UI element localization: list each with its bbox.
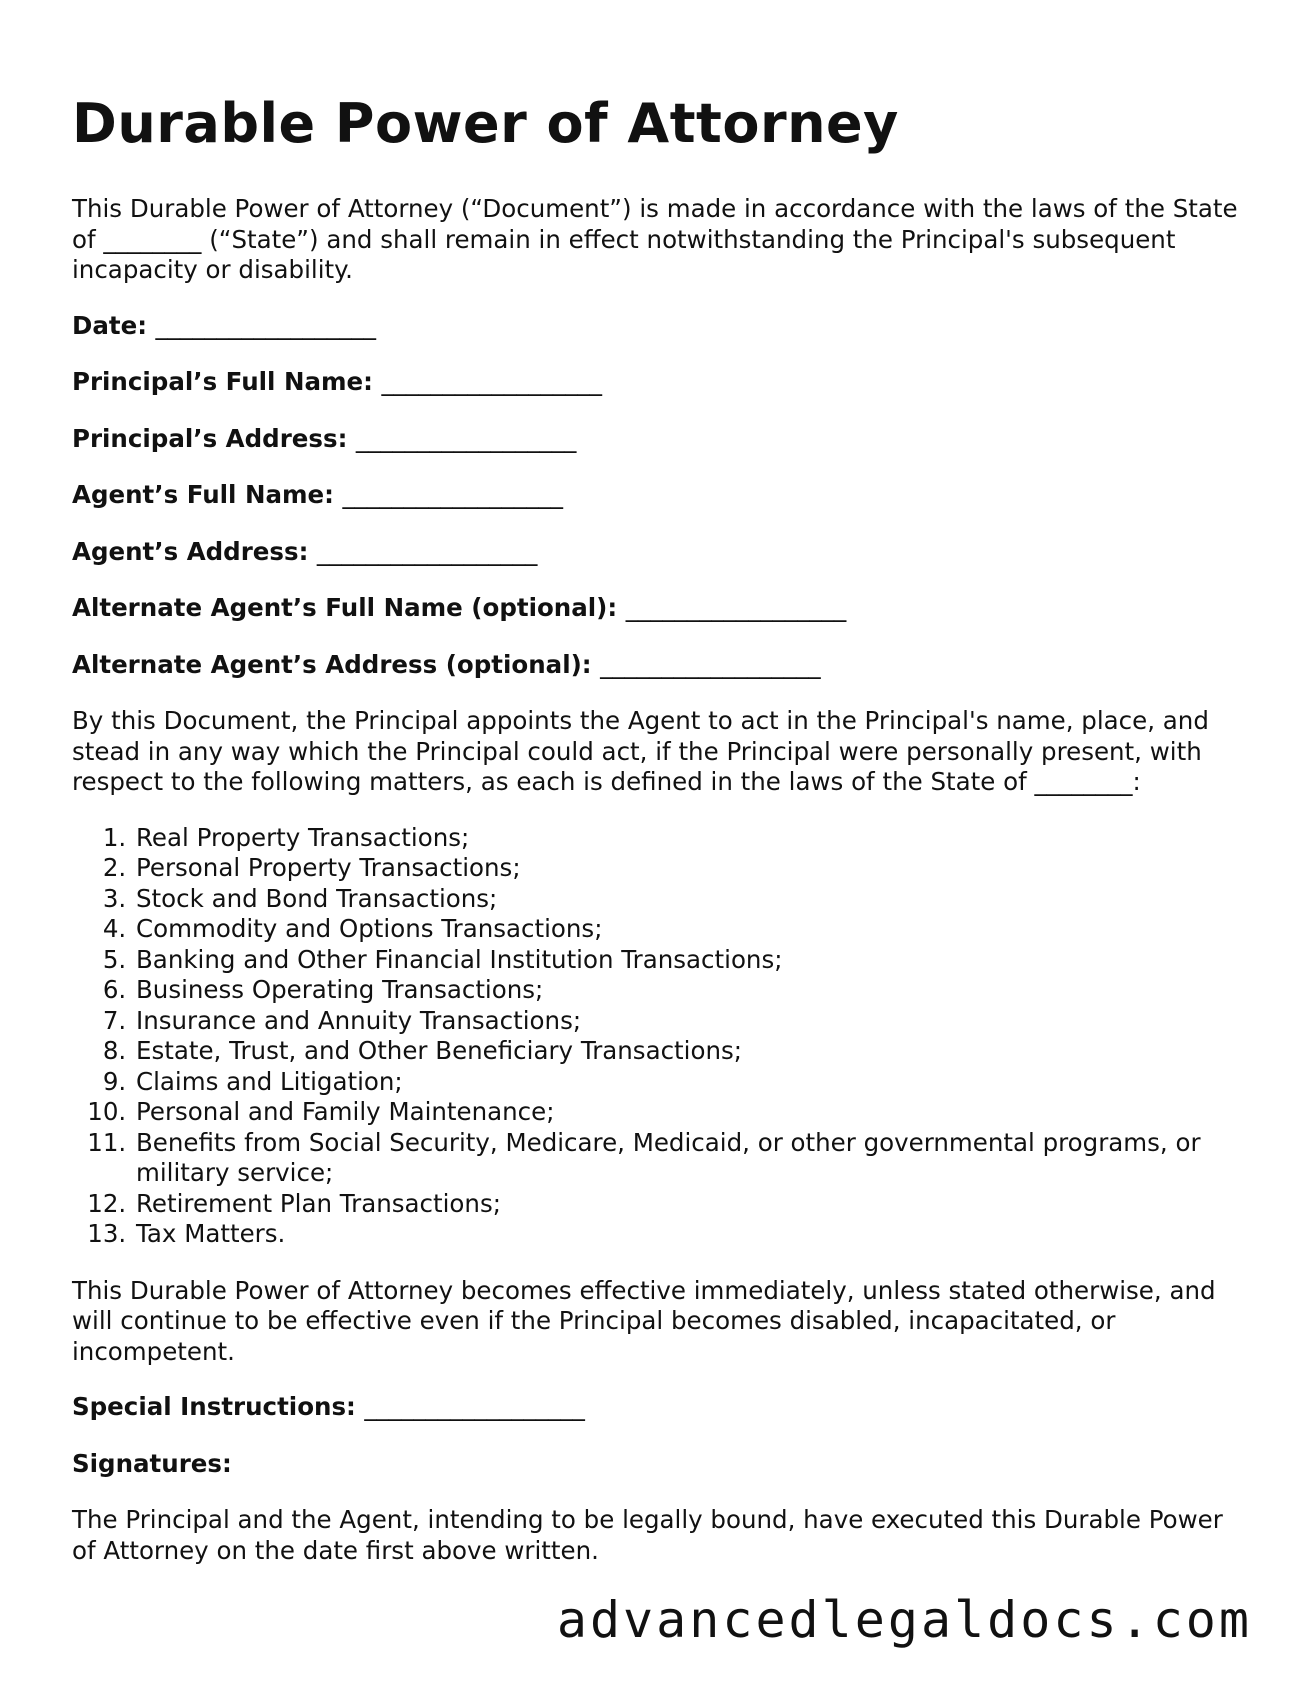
list-item: 11. Benefits from Social Security, Medicare, Medicaid, or other governmental programs, or military service; [134, 1128, 1238, 1189]
document-title: Durable Power of Attorney [72, 92, 899, 155]
field-alt-agent-address-blank: __________________ [600, 649, 821, 679]
field-principal-address-label: Principal’s Address: [72, 423, 348, 453]
field-agent-name [72, 480, 1238, 511]
list-item: 1. Real Property Transactions; [134, 823, 1238, 854]
list-item: 9. Claims and Litigation; [134, 1067, 1238, 1098]
list-item: 7. Insurance and Annuity Transactions; [134, 1006, 1238, 1037]
field-alt-agent-address [72, 650, 1238, 681]
list-item: 2. Personal Property Transactions; [134, 853, 1238, 884]
field-special-instructions-label: Special Instructions: [72, 1392, 356, 1421]
field-agent-name-blank: __________________ [342, 480, 563, 509]
signatures-paragraph: The Principal and the Agent, intending to be legally bound, have executed this Durable Power of Attorney on the date first above written. [72, 1505, 1223, 1565]
field-principal-name [72, 367, 1238, 398]
field-agent-address-blank: __________________ [316, 536, 538, 566]
field-agent-address [72, 537, 1238, 568]
list-item: 10. Personal and Family Maintenance; [134, 1097, 1238, 1128]
powers-list [72, 823, 1238, 1250]
field-principal-address-blank: __________________ [355, 423, 577, 453]
intro-paragraph: This Durable Power of Attorney (“Document”) is made in accordance with the laws of the State of ________ (“State”) and shall remain in effect notwithstanding the Principal's subsequent incapacity or disability. [72, 194, 1238, 284]
watermark-text: advancedlegaldocs.com [556, 1591, 1252, 1649]
document-page [72, 88, 1238, 1591]
field-date-blank: __________________ [155, 310, 377, 340]
field-special-instructions-blank: __________________ [364, 1392, 585, 1421]
list-item: 8. Estate, Trust, and Other Beneficiary Transactions; [134, 1036, 1238, 1067]
list-item: 6. Business Operating Transactions; [134, 975, 1238, 1006]
signatures-heading: Signatures: [72, 1448, 232, 1478]
field-principal-name-label: Principal’s Full Name: [72, 367, 373, 396]
field-alt-agent-name-blank: __________________ [625, 593, 847, 622]
field-date [72, 311, 1238, 342]
field-alt-agent-name [72, 593, 1238, 624]
field-principal-address [72, 424, 1238, 455]
field-principal-name-blank: __________________ [381, 367, 602, 396]
field-agent-name-label: Agent’s Full Name: [72, 480, 334, 509]
list-item: 3. Stock and Bond Transactions; [134, 884, 1238, 915]
list-item: 13. Tax Matters. [134, 1219, 1238, 1250]
list-item: 12. Retirement Plan Transactions; [134, 1189, 1238, 1220]
field-alt-agent-address-label: Alternate Agent’s Address (optional): [72, 649, 592, 679]
field-special-instructions [72, 1392, 1238, 1423]
field-alt-agent-name-label: Alternate Agent’s Full Name (optional): [72, 593, 618, 622]
field-date-label: Date: [72, 310, 147, 340]
list-item: 5. Banking and Other Financial Institution Transactions; [134, 945, 1238, 976]
appointment-paragraph: By this Document, the Principal appoints the Agent to act in the Principal's name, place, and stead in any way which the Principal could act, if the Principal were personally present, with respect to the following matters, as each is defined in the laws of the State of ________: [72, 706, 1209, 796]
field-agent-address-label: Agent’s Address: [72, 536, 309, 566]
list-item: 4. Commodity and Options Transactions; [134, 914, 1238, 945]
effective-paragraph: This Durable Power of Attorney becomes effective immediately, unless stated otherwise, and will continue to be effective even if the Principal becomes disabled, incapacitated, or incompetent. [72, 1275, 1216, 1366]
